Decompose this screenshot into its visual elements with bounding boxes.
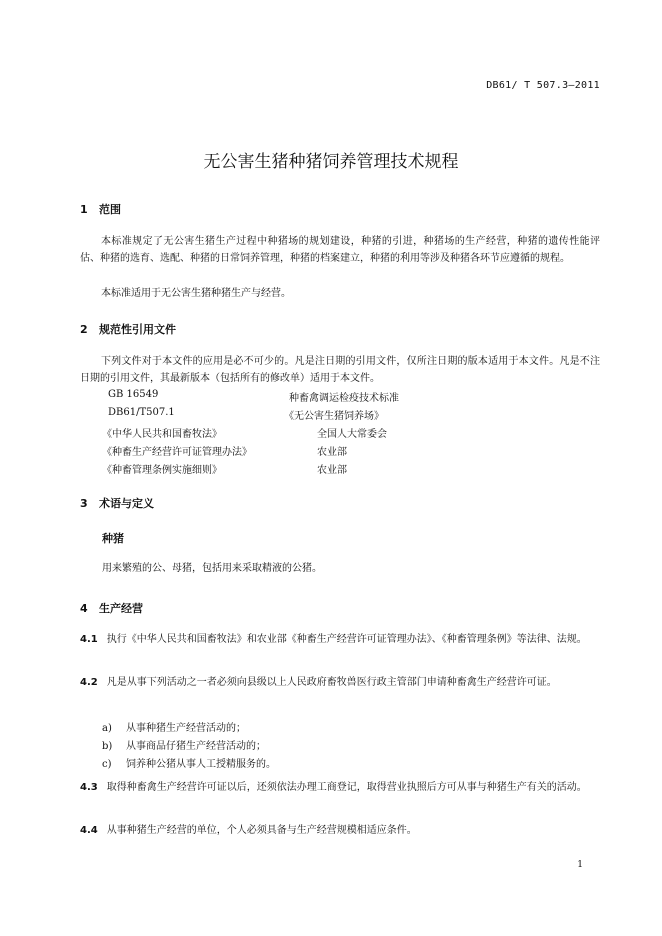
list-item	[102, 737, 266, 752]
section-heading-2	[80, 321, 176, 337]
clause-number: 4.4	[80, 825, 98, 836]
section-number: 2	[80, 323, 88, 336]
reference-title: 《无公害生猪饲养场》	[284, 411, 384, 422]
list-marker: c)	[102, 759, 112, 770]
clause-4-1	[80, 631, 600, 648]
section-number: 1	[80, 203, 88, 216]
clause-text: 从事种猪生产经营的单位，个人必须具备与生产经营规模相适应条件。	[106, 825, 417, 836]
clause-number: 4.3	[80, 782, 98, 793]
term-definition: 用来繁殖的公、母猪，包括用来采取精液的公猪。	[102, 563, 322, 574]
reference-row	[108, 389, 399, 404]
section-title: 范围	[99, 203, 121, 216]
reference-code: GB 16549	[108, 389, 159, 400]
clause-4-4	[80, 822, 600, 839]
clause-number: 4.2	[80, 677, 98, 688]
clause-4-2	[80, 674, 600, 691]
reference-row	[102, 443, 347, 458]
section-heading-3	[80, 495, 154, 511]
reference-code: 《中华人民共和国畜牧法》	[102, 429, 222, 440]
reference-code: 《种畜管理条例实施细则》	[102, 465, 222, 476]
references-intro: 下列文件对于本文件的应用是必不可少的。凡是注日期的引用文件，仅所注日期的版本适用于本文件。凡是不注日期的引用文件，其最新版本（包括所有的修改单）适用于本文件。	[80, 356, 600, 384]
term-heading: 种猪	[102, 532, 124, 545]
document-title: 无公害生猪种猪饲养管理技术规程	[203, 152, 459, 172]
list-marker: a)	[102, 723, 112, 734]
section-heading-1	[80, 201, 121, 217]
section-title: 术语与定义	[99, 497, 154, 510]
list-item	[102, 719, 246, 734]
list-marker: b)	[102, 741, 113, 752]
list-text: 从事商品仔猪生产经营活动的；	[126, 741, 266, 752]
reference-row	[108, 407, 384, 422]
list-item	[102, 755, 276, 770]
reference-issuer: 全国人大常委会	[317, 429, 387, 440]
section-number: 3	[80, 497, 88, 510]
section-number: 4	[80, 602, 88, 615]
clause-text: 凡是从事下列活动之一者必须向县级以上人民政府畜牧兽医行政主管部门申请种畜禽生产经营许可证。	[106, 677, 557, 688]
clause-text: 取得种畜禽生产经营许可证以后，还须依法办理工商登记，取得营业执照后方可从事与种猪生产有关的活动。	[106, 782, 587, 793]
list-text: 从事种猪生产经营活动的；	[126, 723, 246, 734]
reference-issuer: 农业部	[317, 465, 347, 476]
reference-code: DB61/T507.1	[108, 407, 175, 418]
list-text: 饲养种公猪从事人工授精服务的。	[126, 759, 276, 770]
reference-row	[102, 425, 387, 440]
reference-title: 种畜禽调运检疫技术标准	[289, 393, 399, 404]
page-number: 1	[577, 860, 583, 870]
scope-paragraph-1: 本标准规定了无公害生猪生产过程中种猪场的规划建设，种猪的引进，种猪场的生产经营，种猪的遗传性能评估、种猪的选育、选配、种猪的日常饲养管理，种猪的档案建立，种猪的利用等涉及种猪各环节应遵循的规程。	[80, 236, 600, 264]
reference-code: 《种畜生产经营许可证管理办法》	[102, 447, 252, 458]
clause-4-3	[80, 779, 600, 796]
clause-text: 执行《中华人民共和国畜牧法》和农业部《种畜生产经营许可证管理办法》、《种畜管理条例》等法律、法规。	[106, 634, 587, 645]
reference-row	[102, 461, 347, 476]
section-title: 规范性引用文件	[99, 323, 176, 336]
section-heading-4	[80, 600, 143, 616]
scope-paragraph-2: 本标准适用于无公害生猪种猪生产与经营。	[101, 288, 291, 299]
section-title: 生产经营	[99, 602, 143, 615]
clause-number: 4.1	[80, 634, 98, 645]
reference-issuer: 农业部	[317, 447, 347, 458]
standard-number: DB61/ T 507.3—2011	[486, 80, 600, 91]
